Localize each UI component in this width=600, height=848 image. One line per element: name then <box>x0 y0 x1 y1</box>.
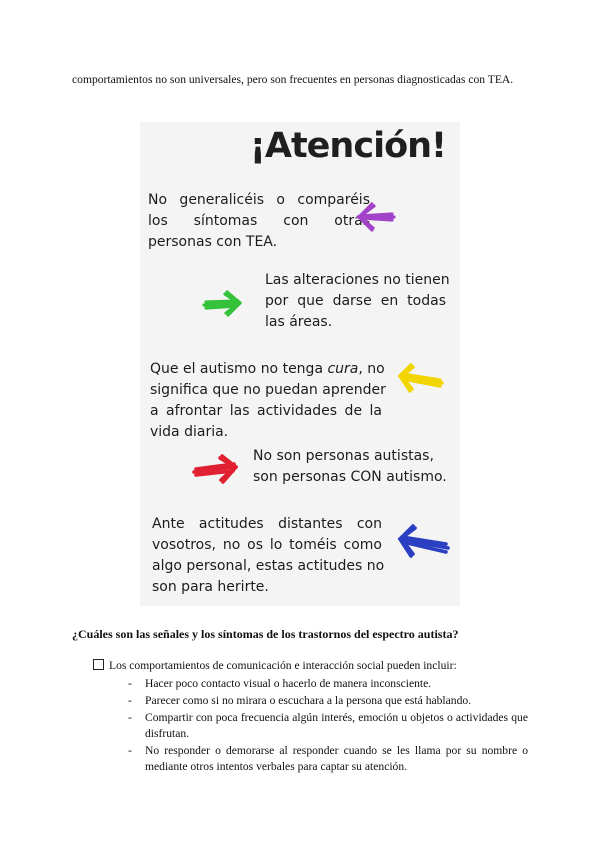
poster-item-line: No son personas autistas, <box>253 448 434 464</box>
poster-item-line: significa que no puedan aprender <box>150 382 386 398</box>
checkbox-list-item <box>93 659 457 672</box>
green-arrow-icon <box>200 288 246 320</box>
list-item: - Parecer como si no mirara o escuchara a la persona que está hablando. <box>126 693 528 709</box>
poster-item-line: algo personal, estas actitudes no <box>152 558 385 574</box>
poster-item-line: los síntomas con otras <box>148 213 370 229</box>
blue-arrow-icon <box>394 522 452 562</box>
poster-item-line: Ante actitudes distantes con <box>152 516 382 532</box>
yellow-arrow-icon <box>394 362 446 396</box>
poster-item-4 <box>253 446 446 488</box>
poster-item-line: a afrontar las actividades de la <box>150 403 382 419</box>
poster-item-line: No generalicéis o comparéis <box>148 192 370 208</box>
poster-item-line: las áreas. <box>265 314 333 330</box>
poster-item-line: Las alteraciones no tienen <box>265 272 450 288</box>
symptom-list <box>126 676 528 776</box>
poster-title: ¡Atención! <box>249 126 446 166</box>
poster-item-line: son personas CON autismo. <box>253 469 447 485</box>
section-heading: ¿Cuáles son las señales y los síntomas de los trastornos del espectro autista? <box>72 627 459 641</box>
list-item: - Compartir con poca frecuencia algún interés, emoción u objetos o actividades que disfrutan. <box>126 710 528 742</box>
poster-item-line: Que el autismo no tenga cura, no <box>150 361 385 377</box>
poster-item-line: vosotros, no os lo toméis como <box>152 537 382 553</box>
purple-arrow-icon <box>352 200 398 234</box>
checkbox-item-text: Los comportamientos de comunicación e interacción social pueden incluir: <box>109 659 457 672</box>
poster-item-line: son para herirte. <box>152 579 269 595</box>
list-item: - Hacer poco contacto visual o hacerlo de manera inconsciente. <box>126 676 528 692</box>
poster-item-3 <box>150 359 386 443</box>
poster-item-1 <box>148 190 370 253</box>
poster-item-line: vida diaria. <box>150 424 229 440</box>
red-arrow-icon <box>190 452 242 488</box>
intro-paragraph: comportamientos no son universales, pero son frecuentes en personas diagnosticadas con TEA. <box>72 73 514 86</box>
poster-item-line: personas con TEA. <box>148 234 278 250</box>
poster-item-2 <box>265 270 450 333</box>
poster-item-5 <box>152 514 385 598</box>
attention-poster <box>140 122 460 606</box>
poster-item-line: por que darse en todas <box>265 293 446 309</box>
checkbox-icon <box>93 659 104 670</box>
list-item: - No responder o demorarse al responder cuando se les llama por su nombre o mediante otros intentos verbales para captar su atención. <box>126 743 528 775</box>
